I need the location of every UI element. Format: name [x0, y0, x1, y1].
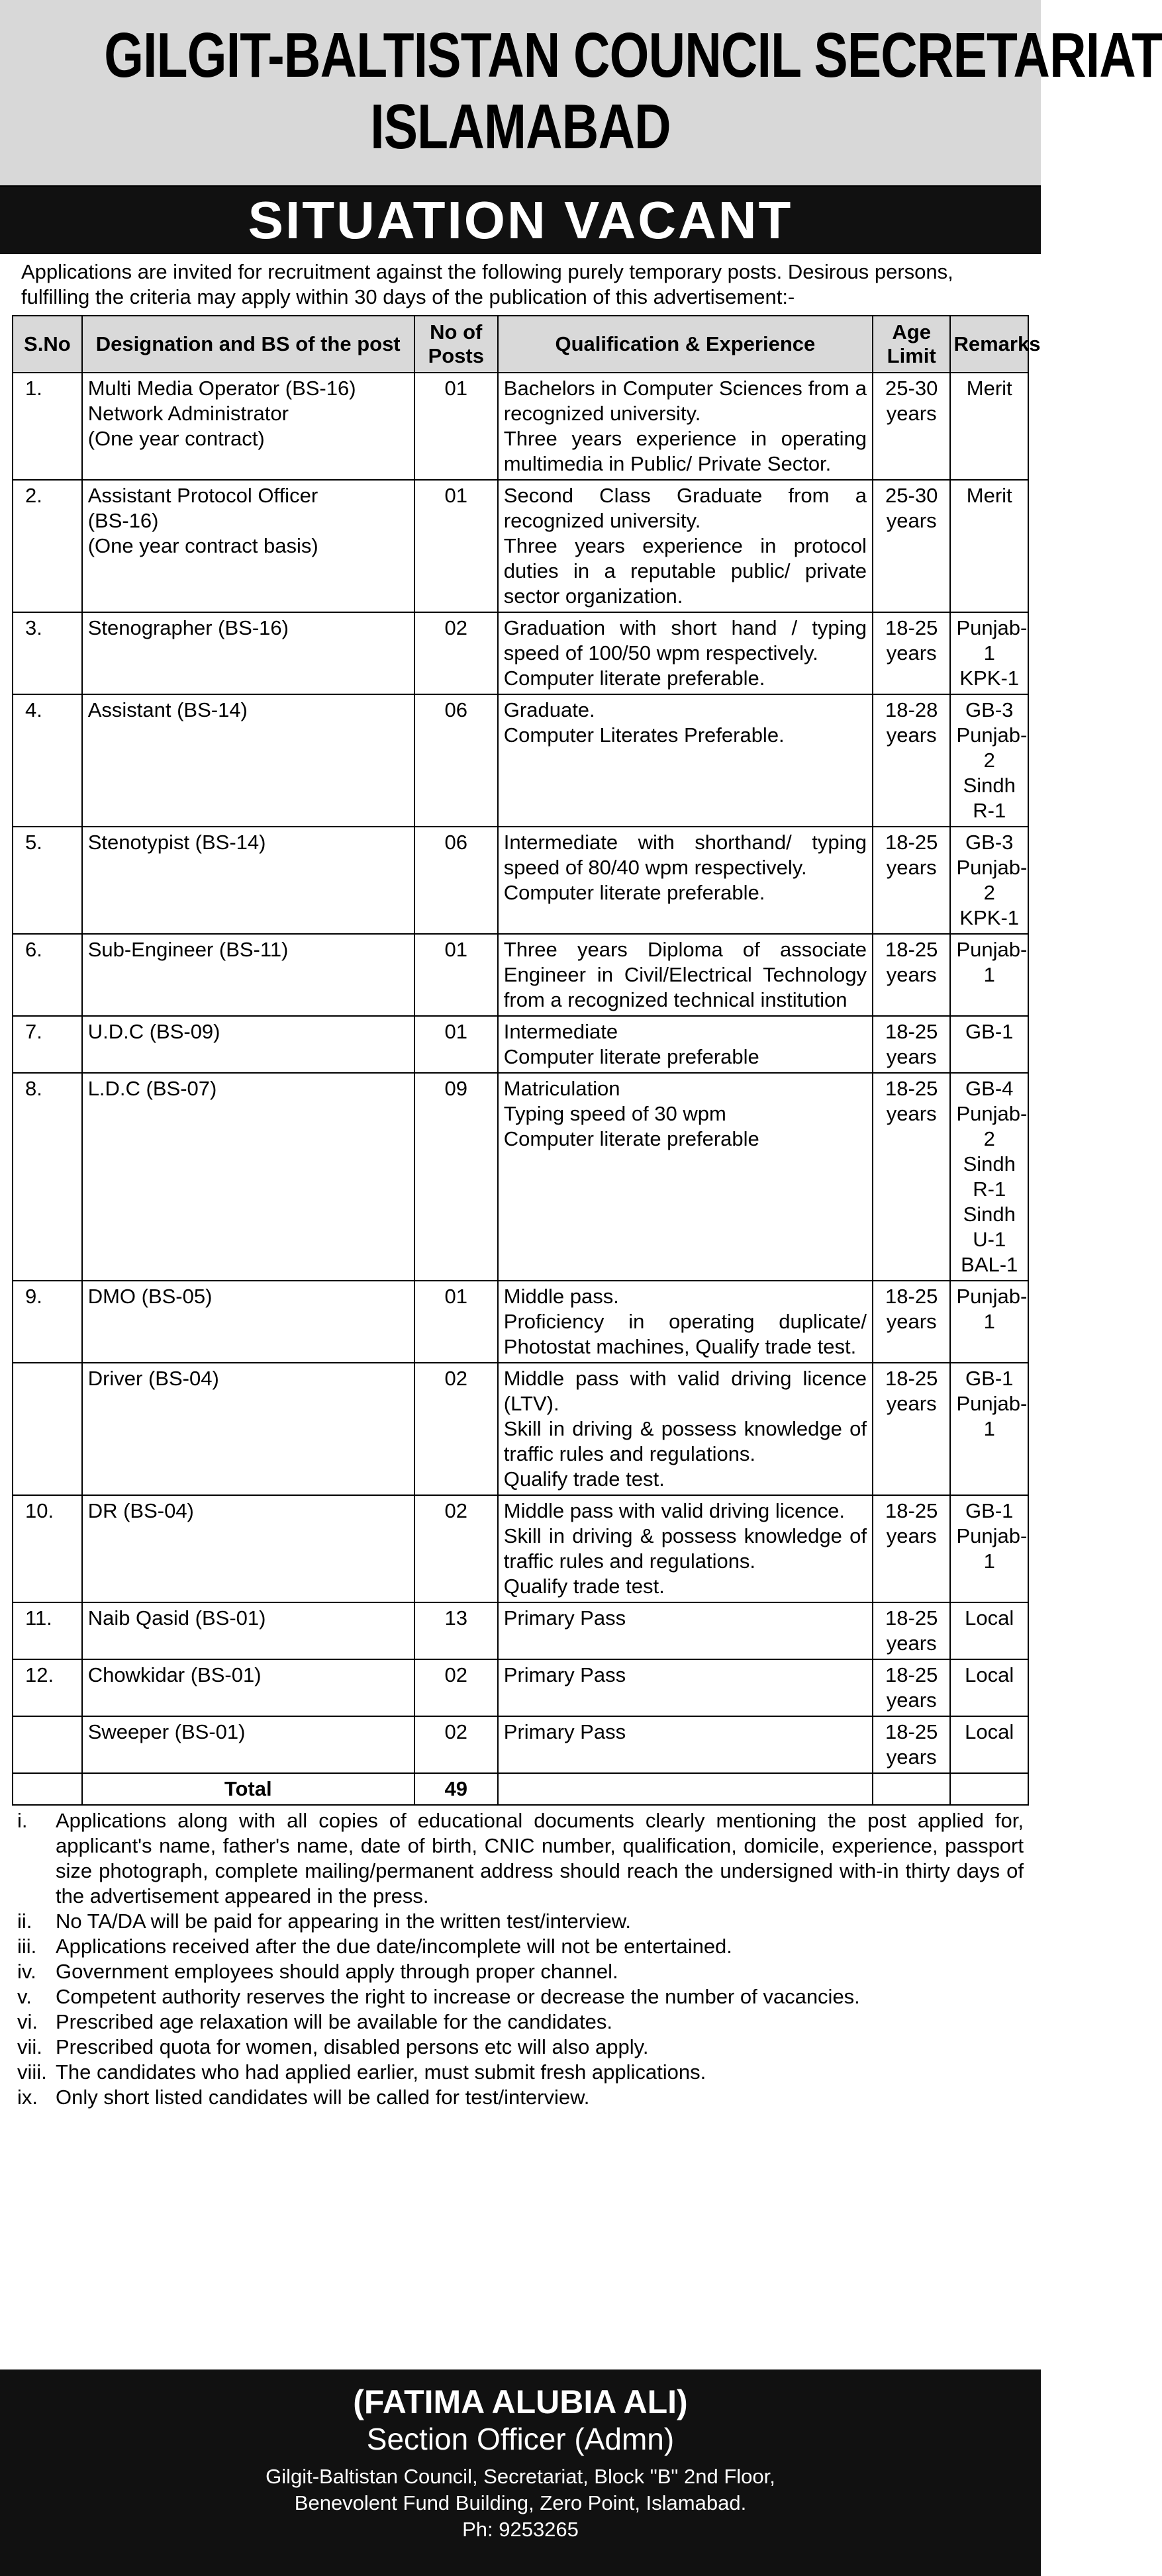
note-text: Applications along with all copies of educational documents clearly mentioning the post applied for, applicant's name, father's name, date of birth, CNIC number, qualification, domicile, experience, passport size photograph, complete mailing/permanent address should reach the undersigned with-in thirty days of the advertisement appeared in the press.	[56, 1809, 1024, 1908]
cell-remarks	[950, 1363, 1028, 1495]
list-item	[17, 1808, 1024, 1909]
qualification-line: Qualify trade test.	[503, 1575, 665, 1598]
qualification-line: Typing speed of 30 wpm	[503, 1102, 726, 1125]
header-age: Age Limit	[873, 316, 951, 373]
note-text: Competent authority reserves the right to increase or decrease the number of vacancies.	[56, 1985, 860, 2008]
note-text: Prescribed age relaxation will be available for the candidates.	[56, 2010, 612, 2033]
qualification-line: Primary Pass	[503, 1720, 626, 1743]
cell-remarks	[950, 1281, 1028, 1363]
age-line: 18-25	[885, 831, 938, 854]
qualification-line: Intermediate with shorthand/ typing speed of 80/40 wpm respectively.	[503, 831, 867, 879]
header-remarks: Remarks	[950, 316, 1028, 373]
designation-line: DMO (BS-05)	[87, 1285, 213, 1308]
officer-title: Section Officer (Admn)	[366, 2422, 675, 2456]
remarks-line: KPK-1	[959, 667, 1020, 690]
cell-qualification	[498, 1073, 873, 1281]
cell-qualification	[498, 1495, 873, 1602]
qualification-line: Skill in driving & possess knowledge of traffic rules and regulations.	[503, 1417, 867, 1465]
remarks-line: KPK-1	[959, 906, 1020, 929]
designation-line: Multi Media Operator (BS-16)	[87, 377, 356, 400]
cell-age	[873, 480, 951, 612]
organization-title: GILGIT-BALTISTAN COUNCIL SECRETARIAT	[104, 20, 1162, 91]
cell-qualification	[498, 1016, 873, 1073]
age-line: 25-30	[885, 484, 938, 507]
table-row	[13, 1659, 1028, 1716]
age-line: 18-25	[885, 1663, 938, 1686]
qualification-line: Primary Pass	[503, 1606, 626, 1630]
header-designation: Designation and BS of the post	[82, 316, 414, 373]
cell-posts: 06	[414, 694, 498, 827]
cell-sno: 5.	[13, 827, 82, 934]
qualification-line: Qualify trade test.	[503, 1467, 665, 1491]
table-row	[13, 1073, 1028, 1281]
cell-designation	[82, 373, 414, 480]
cell-age	[873, 1716, 951, 1773]
cell-designation	[82, 1602, 414, 1659]
remarks-line: Merit	[966, 484, 1012, 507]
vacancy-table	[12, 315, 1041, 1806]
designation-line: Assistant Protocol Officer	[87, 484, 318, 507]
cell-posts: 02	[414, 1716, 498, 1773]
age-line: 25-30	[885, 377, 938, 400]
list-item	[17, 2009, 1024, 2035]
cell-age	[873, 373, 951, 480]
note-text: Only short listed candidates will be called for test/interview.	[56, 2086, 590, 2109]
age-line: 18-25	[885, 1720, 938, 1743]
note-number: vii.	[17, 2035, 42, 2058]
cell-designation	[82, 827, 414, 934]
qualification-line: Matriculation	[503, 1077, 620, 1100]
table-row	[13, 694, 1028, 827]
cell-designation	[82, 612, 414, 694]
total-row	[13, 1773, 1028, 1805]
cell-posts: 02	[414, 612, 498, 694]
cell-qualification	[498, 827, 873, 934]
qualification-line: Middle pass.	[503, 1285, 619, 1308]
header-posts: No of Posts	[414, 316, 498, 373]
remarks-line: GB-4	[965, 1077, 1014, 1100]
designation-line: Assistant (BS-14)	[87, 698, 248, 721]
age-line: years	[886, 1524, 937, 1547]
cell-remarks	[950, 694, 1028, 827]
vacancy-rows	[13, 373, 1028, 1773]
cell-age	[873, 1363, 951, 1495]
officer-name: (FATIMA ALUBIA ALI)	[353, 2383, 688, 2420]
age-line: 18-25	[885, 1499, 938, 1522]
cell-posts: 01	[414, 934, 498, 1016]
list-item	[17, 1959, 1024, 1984]
list-item	[17, 1934, 1024, 1959]
cell-sno: 7.	[13, 1016, 82, 1073]
cell-age	[873, 1016, 951, 1073]
age-line: years	[886, 856, 937, 879]
note-text: The candidates who had applied earlier, must submit fresh applications.	[56, 2060, 706, 2084]
remarks-line: GB-1	[965, 1367, 1014, 1390]
cell-designation	[82, 694, 414, 827]
remarks-line: GB-3	[965, 831, 1014, 854]
table-row	[13, 1495, 1028, 1602]
cell-age	[873, 1073, 951, 1281]
cell-remarks	[950, 827, 1028, 934]
remarks-line: Punjab-2	[956, 1102, 1028, 1150]
designation-line: Chowkidar (BS-01)	[87, 1663, 262, 1686]
remarks-line: Punjab-2	[956, 723, 1028, 772]
list-item	[17, 2085, 1024, 2110]
qualification-line: Primary Pass	[503, 1663, 626, 1686]
remarks-line: Punjab-1	[956, 1392, 1028, 1440]
cell-posts: 02	[414, 1659, 498, 1716]
cell-sno	[13, 1363, 82, 1495]
cell-sno: 10.	[13, 1495, 82, 1602]
cell-remarks	[950, 1016, 1028, 1073]
cell-remarks	[950, 1495, 1028, 1602]
cell-age	[873, 1602, 951, 1659]
cell-age	[873, 1495, 951, 1602]
age-line: years	[886, 1392, 937, 1415]
cell-qualification	[498, 1281, 873, 1363]
cell-remarks	[950, 480, 1028, 612]
cell-age	[873, 827, 951, 934]
qualification-line: Computer literate preferable	[503, 1127, 759, 1150]
note-number: viii.	[17, 2060, 47, 2084]
cell-posts: 02	[414, 1363, 498, 1495]
cell-designation	[82, 1281, 414, 1363]
cell-sno: 11.	[13, 1602, 82, 1659]
list-item	[17, 2060, 1024, 2085]
age-line: 18-25	[885, 616, 938, 639]
age-line: 18-28	[885, 698, 938, 721]
designation-line: (One year contract basis)	[87, 534, 318, 557]
cell-designation	[82, 1659, 414, 1716]
remarks-line: GB-1	[965, 1499, 1014, 1522]
age-line: 18-25	[885, 938, 938, 961]
age-line: 18-25	[885, 1367, 938, 1390]
designation-line: DR (BS-04)	[87, 1499, 194, 1522]
table-row	[13, 1363, 1028, 1495]
designation-line: Network Administrator	[87, 402, 289, 425]
note-number: iv.	[17, 1960, 36, 1983]
age-line: years	[886, 641, 937, 665]
age-line: 18-25	[885, 1606, 938, 1630]
terms-list	[17, 1808, 1024, 2110]
remarks-line: Local	[965, 1720, 1014, 1743]
age-line: 18-25	[885, 1020, 938, 1043]
qualification-line: Three years Diploma of associate Engineer in Civil/Electrical Technology from a recognized technical institution	[503, 938, 867, 1011]
situation-vacant-banner: SITUATION VACANT	[0, 187, 1041, 254]
age-line: years	[886, 1045, 937, 1068]
table-row	[13, 827, 1028, 934]
age-line: years	[886, 1102, 937, 1125]
cell-designation	[82, 1363, 414, 1495]
cell-remarks	[950, 1659, 1028, 1716]
cell-age	[873, 1281, 951, 1363]
cell-sno: 6.	[13, 934, 82, 1016]
qualification-line: Three years experience in operating multimedia in Public/ Private Sector.	[503, 427, 867, 475]
cell-sno	[13, 1716, 82, 1773]
cell-sno: 4.	[13, 694, 82, 827]
remarks-line: GB-3	[965, 698, 1014, 721]
table-row	[13, 1016, 1028, 1073]
qualification-line: Middle pass with valid driving licence.	[503, 1499, 845, 1522]
cell-posts: 01	[414, 480, 498, 612]
table-row	[13, 612, 1028, 694]
remarks-line: Punjab-1	[956, 938, 1028, 986]
cell-remarks	[950, 934, 1028, 1016]
table-row	[13, 934, 1028, 1016]
note-text: Prescribed quota for women, disabled persons etc will also apply.	[56, 2035, 649, 2058]
age-line: 18-25	[885, 1077, 938, 1100]
note-number: v.	[17, 1985, 32, 2008]
age-line: years	[886, 1688, 937, 1712]
organization-city: ISLAMABAD	[370, 91, 671, 162]
cell-qualification	[498, 1659, 873, 1716]
cell-age	[873, 934, 951, 1016]
note-text: Government employees should apply through proper channel.	[56, 1960, 618, 1983]
age-line: years	[886, 509, 937, 532]
note-number: ix.	[17, 2086, 38, 2109]
cell-posts: 09	[414, 1073, 498, 1281]
cell-sno: 2.	[13, 480, 82, 612]
cell-remarks	[950, 1602, 1028, 1659]
list-item	[17, 1909, 1024, 1934]
cell-qualification	[498, 373, 873, 480]
designation-line: Stenographer (BS-16)	[87, 616, 289, 639]
table-row	[13, 1716, 1028, 1773]
qualification-line: Three years experience in protocol duties in a reputable public/ private sector organization.	[503, 534, 867, 608]
cell-remarks	[950, 1716, 1028, 1773]
cell-designation	[82, 1073, 414, 1281]
designation-line: L.D.C (BS-07)	[87, 1077, 217, 1100]
age-line: years	[886, 402, 937, 425]
cell-sno: 12.	[13, 1659, 82, 1716]
designation-line: (One year contract)	[87, 427, 265, 450]
age-line: years	[886, 723, 937, 747]
remarks-line: Local	[965, 1663, 1014, 1686]
remarks-line: Sindh U-1	[963, 1203, 1016, 1251]
cell-designation	[82, 480, 414, 612]
remarks-line: Punjab-2	[956, 856, 1028, 904]
cell-age	[873, 612, 951, 694]
header-banner	[0, 0, 1162, 187]
qualification-line: Graduate.	[503, 698, 595, 721]
qualification-line: Bachelors in Computer Sciences from a recognized university.	[503, 377, 867, 425]
table-row	[13, 1281, 1028, 1363]
age-line: years	[886, 1632, 937, 1655]
designation-line: Stenotypist (BS-14)	[87, 831, 266, 854]
cell-sno: 1.	[13, 373, 82, 480]
cell-qualification	[498, 480, 873, 612]
remarks-line: Punjab-1	[956, 616, 1028, 665]
total-label: Total	[82, 1773, 414, 1805]
table-row	[13, 373, 1028, 480]
cell-qualification	[498, 1716, 873, 1773]
header-qualification: Qualification & Experience	[498, 316, 873, 373]
list-item	[17, 1984, 1024, 2009]
cell-designation	[82, 934, 414, 1016]
remarks-line: Punjab-1	[956, 1524, 1028, 1573]
designation-line: (BS-16)	[87, 509, 159, 532]
cell-qualification	[498, 612, 873, 694]
remarks-line: Sindh R-1	[963, 1152, 1016, 1201]
cell-posts: 01	[414, 1281, 498, 1363]
designation-line: Driver (BS-04)	[87, 1367, 219, 1390]
cell-posts: 01	[414, 1016, 498, 1073]
address-line-2: Benevolent Fund Building, Zero Point, Islamabad.	[294, 2491, 747, 2514]
remarks-line: Local	[965, 1606, 1014, 1630]
remarks-line: Sindh R-1	[963, 774, 1016, 822]
designation-line: U.D.C (BS-09)	[87, 1020, 220, 1043]
cell-remarks	[950, 1073, 1028, 1281]
cell-sno: 3.	[13, 612, 82, 694]
cell-designation	[82, 1495, 414, 1602]
cell-remarks	[950, 612, 1028, 694]
qualification-line: Graduation with short hand / typing speed of 100/50 wpm respectively.	[503, 616, 867, 665]
cell-designation	[82, 1016, 414, 1073]
note-number: iii.	[17, 1935, 37, 1958]
remarks-line: Punjab-1	[956, 1285, 1028, 1333]
remarks-line: Merit	[966, 377, 1012, 400]
designation-line: Naib Qasid (BS-01)	[87, 1606, 266, 1630]
cell-posts: 02	[414, 1495, 498, 1602]
age-line: years	[886, 1745, 937, 1769]
age-line: years	[886, 1310, 937, 1333]
cell-qualification	[498, 694, 873, 827]
qualification-line: Skill in driving & possess knowledge of traffic rules and regulations.	[503, 1524, 867, 1573]
note-text: Applications received after the due date/incomplete will not be entertained.	[56, 1935, 732, 1958]
age-line: 18-25	[885, 1285, 938, 1308]
table-row	[13, 480, 1028, 612]
note-text: No TA/DA will be paid for appearing in the written test/interview.	[56, 1909, 632, 1933]
qualification-line: Middle pass with valid driving licence (LTV).	[503, 1367, 867, 1415]
table-header-row	[13, 316, 1028, 373]
note-number: ii.	[17, 1909, 32, 1933]
remarks-line: GB-1	[965, 1020, 1014, 1043]
total-value: 49	[414, 1773, 498, 1805]
phone-number: Ph: 9253265	[462, 2518, 579, 2541]
qualification-line: Intermediate	[503, 1020, 618, 1043]
cell-posts: 01	[414, 373, 498, 480]
cell-remarks	[950, 373, 1028, 480]
cell-sno: 9.	[13, 1281, 82, 1363]
remarks-line: BAL-1	[961, 1253, 1018, 1276]
designation-line: Sweeper (BS-01)	[87, 1720, 246, 1743]
cell-qualification	[498, 934, 873, 1016]
cell-age	[873, 694, 951, 827]
cell-qualification	[498, 1363, 873, 1495]
designation-line: Sub-Engineer (BS-11)	[87, 938, 289, 961]
qualification-line: Proficiency in operating duplicate/ Photostat machines, Qualify trade test.	[503, 1310, 867, 1358]
qualification-line: Second Class Graduate from a recognized university.	[503, 484, 867, 532]
intro-text: Applications are invited for recruitment against the following purely temporary posts. Desirous persons, fulfilling the criteria may apply within 30 days of the publication of this advertisement:-	[21, 260, 953, 308]
cell-age	[873, 1659, 951, 1716]
qualification-line: Computer literate preferable.	[503, 667, 765, 690]
cell-sno: 8.	[13, 1073, 82, 1281]
note-number: i.	[17, 1809, 28, 1832]
address-line-1: Gilgit-Baltistan Council, Secretariat, Block "B" 2nd Floor,	[266, 2465, 775, 2488]
age-line: years	[886, 963, 937, 986]
cell-posts: 13	[414, 1602, 498, 1659]
cell-designation	[82, 1716, 414, 1773]
cell-posts: 06	[414, 827, 498, 934]
list-item	[17, 2035, 1024, 2060]
cell-qualification	[498, 1602, 873, 1659]
header-sno: S.No	[13, 316, 82, 373]
signature-block	[0, 2369, 1041, 2576]
note-number: vi.	[17, 2010, 38, 2033]
qualification-line: Computer Literates Preferable.	[503, 723, 785, 747]
qualification-line: Computer literate preferable.	[503, 881, 765, 904]
table-row	[13, 1602, 1028, 1659]
qualification-line: Computer literate preferable	[503, 1045, 759, 1068]
